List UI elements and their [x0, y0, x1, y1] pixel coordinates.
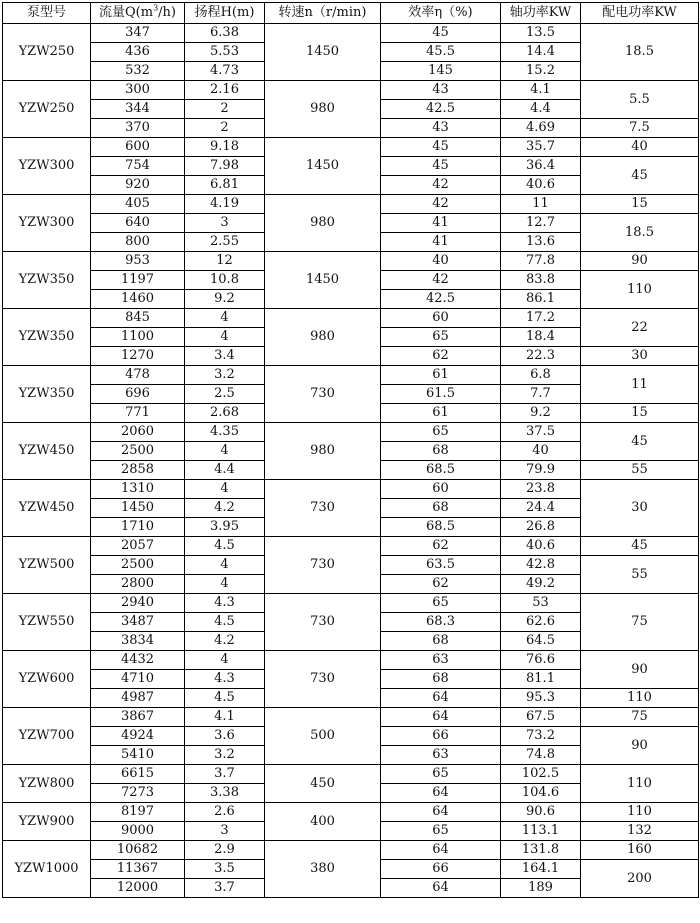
motor-power-cell: 40	[581, 138, 699, 157]
head-cell: 4.1	[185, 708, 265, 727]
speed-cell: 1450	[265, 24, 381, 81]
head-cell: 4	[185, 309, 265, 328]
efficiency-cell: 64	[381, 841, 501, 860]
header-flow-suffix: /h)	[158, 5, 176, 20]
efficiency-cell: 62	[381, 537, 501, 556]
shaft-power-cell: 74.8	[501, 746, 581, 765]
motor-power-cell: 22	[581, 309, 699, 347]
speed-cell: 730	[265, 651, 381, 708]
header-flow-exponent: 3	[153, 3, 159, 13]
shaft-power-cell: 67.5	[501, 708, 581, 727]
shaft-power-cell: 95.3	[501, 689, 581, 708]
shaft-power-cell: 12.7	[501, 214, 581, 233]
efficiency-cell: 42	[381, 271, 501, 290]
speed-cell: 980	[265, 195, 381, 252]
head-cell: 4	[185, 442, 265, 461]
flow-cell: 1310	[91, 480, 185, 499]
flow-cell: 344	[91, 100, 185, 119]
head-cell: 4	[185, 651, 265, 670]
efficiency-cell: 65	[381, 423, 501, 442]
speed-cell: 730	[265, 480, 381, 537]
flow-cell: 953	[91, 252, 185, 271]
flow-cell: 405	[91, 195, 185, 214]
efficiency-cell: 68	[381, 499, 501, 518]
flow-cell: 5410	[91, 746, 185, 765]
table-row	[3, 708, 699, 727]
flow-cell: 6615	[91, 765, 185, 784]
head-cell: 4.19	[185, 195, 265, 214]
shaft-power-cell: 64.5	[501, 632, 581, 651]
model-cell: YZW300	[3, 138, 91, 195]
head-cell: 2.68	[185, 404, 265, 423]
flow-cell: 8197	[91, 803, 185, 822]
header-efficiency: 效率η（%)	[381, 3, 501, 24]
shaft-power-cell: 24.4	[501, 499, 581, 518]
efficiency-cell: 63	[381, 651, 501, 670]
efficiency-cell: 63.5	[381, 556, 501, 575]
header-head: 扬程H(m)	[185, 3, 265, 24]
shaft-power-cell: 81.1	[501, 670, 581, 689]
flow-cell: 754	[91, 157, 185, 176]
shaft-power-cell: 14.4	[501, 43, 581, 62]
efficiency-cell: 68.3	[381, 613, 501, 632]
shaft-power-cell: 189	[501, 879, 581, 898]
header-flow-prefix: 流量Q(m	[99, 5, 154, 20]
motor-power-cell: 132	[581, 822, 699, 841]
flow-cell: 2940	[91, 594, 185, 613]
head-cell: 6.38	[185, 24, 265, 43]
shaft-power-cell: 11	[501, 195, 581, 214]
head-cell: 4	[185, 480, 265, 499]
motor-power-cell: 160	[581, 841, 699, 860]
shaft-power-cell: 6.8	[501, 366, 581, 385]
model-cell: YZW250	[3, 24, 91, 81]
head-cell: 3.6	[185, 727, 265, 746]
efficiency-cell: 45	[381, 138, 501, 157]
efficiency-cell: 62	[381, 347, 501, 366]
head-cell: 7.98	[185, 157, 265, 176]
head-cell: 2.16	[185, 81, 265, 100]
efficiency-cell: 43	[381, 119, 501, 138]
model-cell: YZW450	[3, 423, 91, 480]
efficiency-cell: 65	[381, 822, 501, 841]
head-cell: 2	[185, 100, 265, 119]
shaft-power-cell: 40.6	[501, 537, 581, 556]
efficiency-cell: 42.5	[381, 100, 501, 119]
header-shaft-power: 轴功率KW	[501, 3, 581, 24]
efficiency-cell: 63	[381, 746, 501, 765]
flow-cell: 2057	[91, 537, 185, 556]
speed-cell: 980	[265, 423, 381, 480]
shaft-power-cell: 22.3	[501, 347, 581, 366]
head-cell: 4.73	[185, 62, 265, 81]
head-cell: 4.4	[185, 461, 265, 480]
motor-power-cell: 30	[581, 480, 699, 537]
shaft-power-cell: 15.2	[501, 62, 581, 81]
efficiency-cell: 68	[381, 670, 501, 689]
flow-cell: 3487	[91, 613, 185, 632]
efficiency-cell: 66	[381, 860, 501, 879]
efficiency-cell: 60	[381, 309, 501, 328]
speed-cell: 400	[265, 803, 381, 841]
table-row	[3, 81, 699, 100]
table-row	[3, 803, 699, 822]
flow-cell: 1460	[91, 290, 185, 309]
efficiency-cell: 61.5	[381, 385, 501, 404]
efficiency-cell: 41	[381, 214, 501, 233]
shaft-power-cell: 4.69	[501, 119, 581, 138]
speed-cell: 980	[265, 309, 381, 366]
flow-cell: 300	[91, 81, 185, 100]
efficiency-cell: 43	[381, 81, 501, 100]
efficiency-cell: 45.5	[381, 43, 501, 62]
head-cell: 4.5	[185, 537, 265, 556]
shaft-power-cell: 18.4	[501, 328, 581, 347]
flow-cell: 436	[91, 43, 185, 62]
shaft-power-cell: 35.7	[501, 138, 581, 157]
shaft-power-cell: 62.6	[501, 613, 581, 632]
head-cell: 10.8	[185, 271, 265, 290]
flow-cell: 920	[91, 176, 185, 195]
head-cell: 3.2	[185, 746, 265, 765]
motor-power-cell: 30	[581, 347, 699, 366]
header-row	[3, 3, 699, 24]
header-speed: 转速n（r/min)	[265, 3, 381, 24]
model-cell: YZW1000	[3, 841, 91, 898]
flow-cell: 696	[91, 385, 185, 404]
motor-power-cell: 55	[581, 461, 699, 480]
head-cell: 2	[185, 119, 265, 138]
speed-cell: 730	[265, 537, 381, 594]
flow-cell: 12000	[91, 879, 185, 898]
shaft-power-cell: 73.2	[501, 727, 581, 746]
head-cell: 4.2	[185, 499, 265, 518]
flow-cell: 1450	[91, 499, 185, 518]
motor-power-cell: 90	[581, 252, 699, 271]
shaft-power-cell: 79.9	[501, 461, 581, 480]
efficiency-cell: 42	[381, 195, 501, 214]
table-row	[3, 309, 699, 328]
model-cell: YZW600	[3, 651, 91, 708]
shaft-power-cell: 4.1	[501, 81, 581, 100]
speed-cell: 730	[265, 366, 381, 423]
head-cell: 12	[185, 252, 265, 271]
flow-cell: 845	[91, 309, 185, 328]
shaft-power-cell: 42.8	[501, 556, 581, 575]
shaft-power-cell: 113.1	[501, 822, 581, 841]
efficiency-cell: 65	[381, 765, 501, 784]
flow-cell: 4987	[91, 689, 185, 708]
head-cell: 4	[185, 328, 265, 347]
speed-cell: 450	[265, 765, 381, 803]
flow-cell: 532	[91, 62, 185, 81]
flow-cell: 11367	[91, 860, 185, 879]
motor-power-cell: 11	[581, 366, 699, 404]
header-motor-power: 配电功率KW	[581, 3, 699, 24]
flow-cell: 1710	[91, 518, 185, 537]
efficiency-cell: 61	[381, 366, 501, 385]
shaft-power-cell: 13.6	[501, 233, 581, 252]
head-cell: 2.6	[185, 803, 265, 822]
shaft-power-cell: 40	[501, 442, 581, 461]
flow-cell: 1197	[91, 271, 185, 290]
head-cell: 3.4	[185, 347, 265, 366]
head-cell: 6.81	[185, 176, 265, 195]
motor-power-cell: 45	[581, 157, 699, 195]
model-cell: YZW350	[3, 252, 91, 309]
shaft-power-cell: 36.4	[501, 157, 581, 176]
speed-cell: 500	[265, 708, 381, 765]
efficiency-cell: 60	[381, 480, 501, 499]
head-cell: 3.5	[185, 860, 265, 879]
model-cell: YZW450	[3, 480, 91, 537]
flow-cell: 771	[91, 404, 185, 423]
head-cell: 3.38	[185, 784, 265, 803]
shaft-power-cell: 86.1	[501, 290, 581, 309]
flow-cell: 2858	[91, 461, 185, 480]
motor-power-cell: 18.5	[581, 24, 699, 81]
efficiency-cell: 45	[381, 157, 501, 176]
shaft-power-cell: 17.2	[501, 309, 581, 328]
model-cell: YZW250	[3, 81, 91, 138]
efficiency-cell: 45	[381, 24, 501, 43]
flow-cell: 800	[91, 233, 185, 252]
head-cell: 4.5	[185, 689, 265, 708]
table-row	[3, 480, 699, 499]
table-row	[3, 841, 699, 860]
flow-cell: 600	[91, 138, 185, 157]
table-row	[3, 423, 699, 442]
head-cell: 2.5	[185, 385, 265, 404]
motor-power-cell: 200	[581, 860, 699, 898]
speed-cell: 730	[265, 594, 381, 651]
motor-power-cell: 15	[581, 195, 699, 214]
flow-cell: 4924	[91, 727, 185, 746]
head-cell: 4.35	[185, 423, 265, 442]
efficiency-cell: 40	[381, 252, 501, 271]
efficiency-cell: 61	[381, 404, 501, 423]
efficiency-cell: 68	[381, 442, 501, 461]
shaft-power-cell: 53	[501, 594, 581, 613]
motor-power-cell: 55	[581, 556, 699, 594]
efficiency-cell: 64	[381, 784, 501, 803]
motor-power-cell: 45	[581, 423, 699, 461]
motor-power-cell: 110	[581, 803, 699, 822]
model-cell: YZW550	[3, 594, 91, 651]
flow-cell: 2500	[91, 556, 185, 575]
shaft-power-cell: 40.6	[501, 176, 581, 195]
flow-cell: 2060	[91, 423, 185, 442]
shaft-power-cell: 90.6	[501, 803, 581, 822]
table-row	[3, 24, 699, 43]
flow-cell: 2800	[91, 575, 185, 594]
motor-power-cell: 110	[581, 689, 699, 708]
flow-cell: 10682	[91, 841, 185, 860]
table-row	[3, 594, 699, 613]
head-cell: 4	[185, 556, 265, 575]
motor-power-cell: 7.5	[581, 119, 699, 138]
efficiency-cell: 64	[381, 803, 501, 822]
head-cell: 4.2	[185, 632, 265, 651]
motor-power-cell: 45	[581, 537, 699, 556]
head-cell: 4.5	[185, 613, 265, 632]
motor-power-cell: 5.5	[581, 81, 699, 119]
table-row	[3, 252, 699, 271]
model-cell: YZW350	[3, 366, 91, 423]
shaft-power-cell: 131.8	[501, 841, 581, 860]
shaft-power-cell: 49.2	[501, 575, 581, 594]
flow-cell: 640	[91, 214, 185, 233]
model-cell: YZW900	[3, 803, 91, 841]
shaft-power-cell: 76.6	[501, 651, 581, 670]
flow-cell: 9000	[91, 822, 185, 841]
head-cell: 3	[185, 214, 265, 233]
header-flow	[91, 3, 185, 24]
efficiency-cell: 64	[381, 708, 501, 727]
table-row	[3, 138, 699, 157]
shaft-power-cell: 104.6	[501, 784, 581, 803]
speed-cell: 980	[265, 81, 381, 138]
head-cell: 9.2	[185, 290, 265, 309]
head-cell: 4	[185, 575, 265, 594]
motor-power-cell: 90	[581, 651, 699, 689]
speed-cell: 1450	[265, 138, 381, 195]
table-row	[3, 195, 699, 214]
shaft-power-cell: 102.5	[501, 765, 581, 784]
flow-cell: 370	[91, 119, 185, 138]
efficiency-cell: 68	[381, 632, 501, 651]
shaft-power-cell: 9.2	[501, 404, 581, 423]
head-cell: 3.7	[185, 879, 265, 898]
table-body	[3, 24, 699, 898]
model-cell: YZW700	[3, 708, 91, 765]
speed-cell: 380	[265, 841, 381, 898]
efficiency-cell: 66	[381, 727, 501, 746]
shaft-power-cell: 37.5	[501, 423, 581, 442]
table-row	[3, 537, 699, 556]
motor-power-cell: 110	[581, 765, 699, 803]
shaft-power-cell: 23.8	[501, 480, 581, 499]
shaft-power-cell: 7.7	[501, 385, 581, 404]
efficiency-cell: 62	[381, 575, 501, 594]
shaft-power-cell: 13.5	[501, 24, 581, 43]
shaft-power-cell: 77.8	[501, 252, 581, 271]
head-cell: 5.53	[185, 43, 265, 62]
speed-cell: 1450	[265, 252, 381, 309]
flow-cell: 3867	[91, 708, 185, 727]
efficiency-cell: 145	[381, 62, 501, 81]
motor-power-cell: 18.5	[581, 214, 699, 252]
efficiency-cell: 64	[381, 879, 501, 898]
efficiency-cell: 68.5	[381, 518, 501, 537]
table-row	[3, 366, 699, 385]
pump-spec-table	[2, 2, 699, 898]
flow-cell: 3834	[91, 632, 185, 651]
flow-cell: 478	[91, 366, 185, 385]
flow-cell: 2500	[91, 442, 185, 461]
head-cell: 9.18	[185, 138, 265, 157]
shaft-power-cell: 164.1	[501, 860, 581, 879]
flow-cell: 4710	[91, 670, 185, 689]
shaft-power-cell: 4.4	[501, 100, 581, 119]
efficiency-cell: 65	[381, 594, 501, 613]
table-row	[3, 651, 699, 670]
head-cell: 3	[185, 822, 265, 841]
flow-cell: 1270	[91, 347, 185, 366]
head-cell: 3.2	[185, 366, 265, 385]
motor-power-cell: 110	[581, 271, 699, 309]
motor-power-cell: 75	[581, 594, 699, 651]
efficiency-cell: 42.5	[381, 290, 501, 309]
head-cell: 4.3	[185, 670, 265, 689]
head-cell: 3.95	[185, 518, 265, 537]
table-row	[3, 765, 699, 784]
flow-cell: 347	[91, 24, 185, 43]
head-cell: 2.55	[185, 233, 265, 252]
motor-power-cell: 90	[581, 727, 699, 765]
header-model: 泵型号	[3, 3, 91, 24]
efficiency-cell: 64	[381, 689, 501, 708]
shaft-power-cell: 83.8	[501, 271, 581, 290]
flow-cell: 4432	[91, 651, 185, 670]
efficiency-cell: 42	[381, 176, 501, 195]
flow-cell: 1100	[91, 328, 185, 347]
model-cell: YZW350	[3, 309, 91, 366]
shaft-power-cell: 26.8	[501, 518, 581, 537]
model-cell: YZW500	[3, 537, 91, 594]
head-cell: 4.3	[185, 594, 265, 613]
model-cell: YZW800	[3, 765, 91, 803]
head-cell: 2.9	[185, 841, 265, 860]
efficiency-cell: 65	[381, 328, 501, 347]
motor-power-cell: 75	[581, 708, 699, 727]
model-cell: YZW300	[3, 195, 91, 252]
motor-power-cell: 15	[581, 404, 699, 423]
efficiency-cell: 68.5	[381, 461, 501, 480]
flow-cell: 7273	[91, 784, 185, 803]
efficiency-cell: 41	[381, 233, 501, 252]
head-cell: 3.7	[185, 765, 265, 784]
